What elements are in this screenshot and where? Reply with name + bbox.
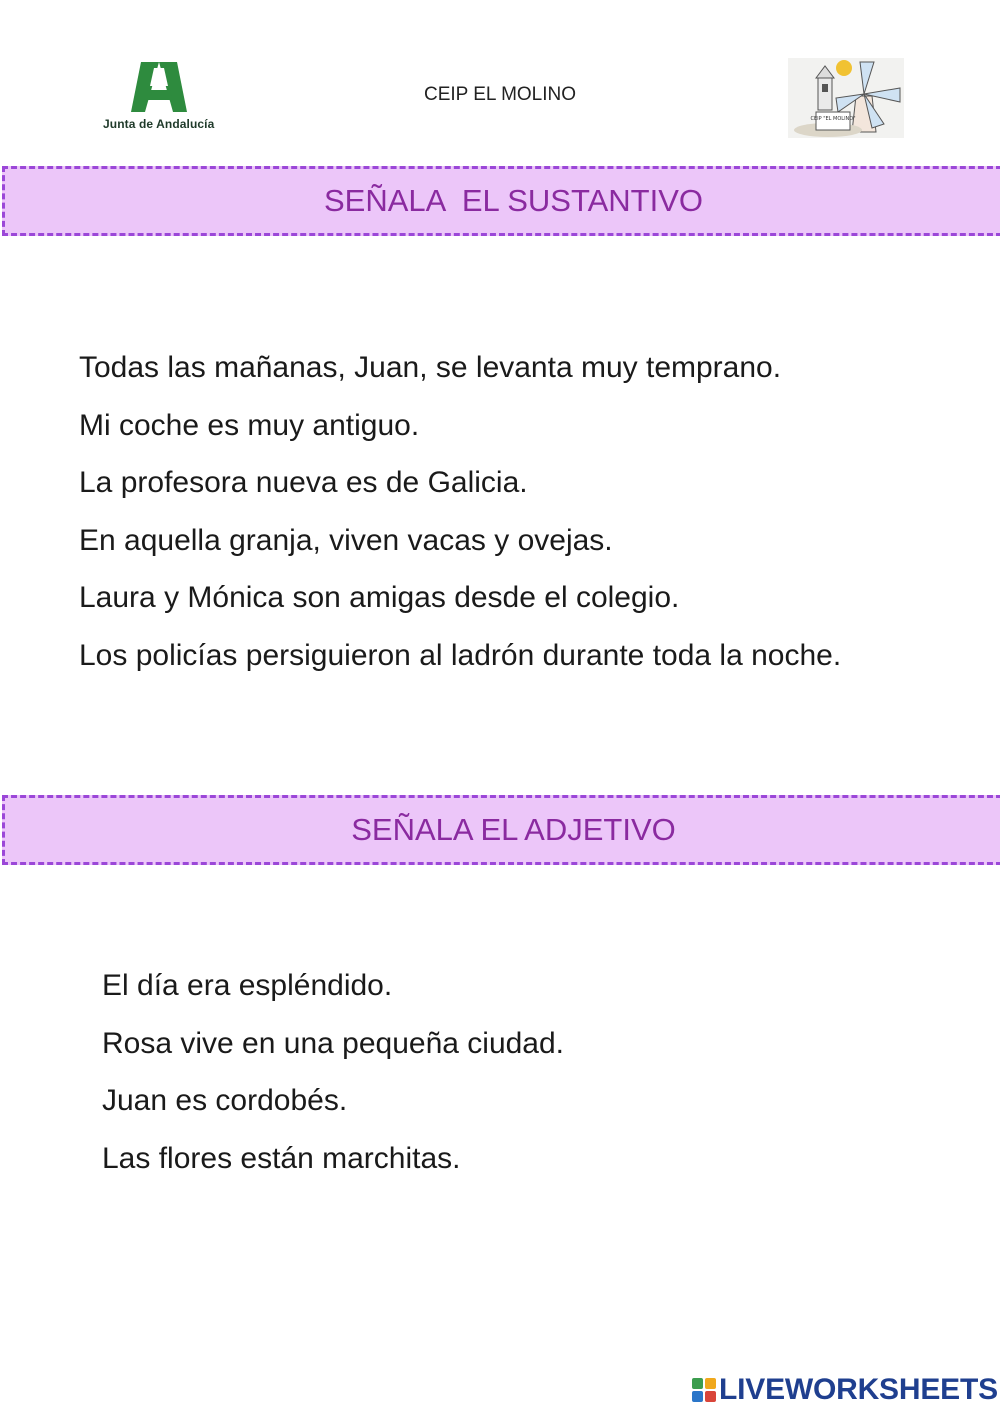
section-title-banner-adjetivo [2,795,1000,865]
sentence[interactable]: Mi coche es muy antiguo. [79,408,420,442]
sentence[interactable]: El día era espléndido. [102,969,393,1002]
windmill-illustration-icon [788,58,904,138]
molino-sign-text: CEIP "EL MOLINO" [810,116,856,122]
section-title-banner-sustantivo [2,166,1000,236]
sentence[interactable]: Las flores están marchitas. [102,1141,461,1175]
school-name: CEIP EL MOLINO [423,84,577,105]
liveworksheets-brand [692,1372,998,1408]
sentence-list-sustantivo [79,348,841,693]
ceip-el-molino-logo [788,58,904,138]
sentence[interactable]: En aquella granja, viven vacas y ovejas. [79,523,613,557]
logo-junta-text: Junta de Andalucía [103,117,215,131]
sentence[interactable]: Rosa vive en una pequeña ciudad. [102,1026,565,1060]
sentence[interactable]: Juan es cordobés. [102,1084,348,1117]
sentence-list-adjetivo [102,966,564,1196]
brand-name: LIVEWORKSHEETS [719,1373,998,1406]
sentence[interactable]: La profesora nueva es de Galicia. [79,466,528,499]
liveworksheets-logo-icon [692,1378,716,1402]
sentence[interactable]: Laura y Mónica son amigas desde el colegio. [79,581,680,614]
section-title: SEÑALA EL SUSTANTIVO [323,183,703,218]
section-title: SEÑALA EL ADJETIVO [351,812,676,847]
sentence[interactable]: Los policías persiguieron al ladrón durante toda la noche. [79,638,842,672]
sentence[interactable]: Todas las mañanas, Juan, se levanta muy temprano. [79,351,782,384]
